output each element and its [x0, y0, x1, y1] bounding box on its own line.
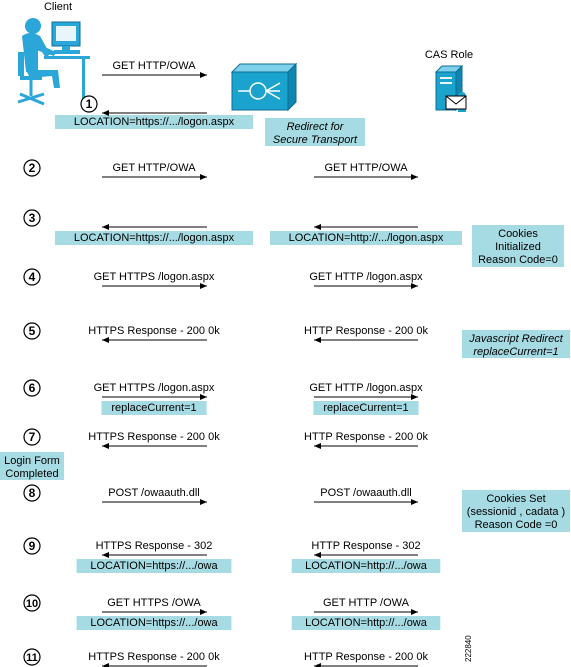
- right-message-label: GET HTTP /logon.aspx: [309, 271, 423, 283]
- left-sub-label: LOCATION=https://.../owa: [90, 617, 218, 629]
- note-line: replaceCurrent=1: [473, 346, 559, 358]
- step-number: 3: [28, 211, 36, 225]
- step-number: 10: [25, 598, 39, 610]
- note-line: Login Form: [4, 455, 60, 467]
- step-10: [24, 595, 440, 630]
- left-message-label: HTTPS Response - 200 0k: [88, 651, 220, 663]
- right-message-label: GET HTTP/OWA: [324, 162, 408, 174]
- step-number: 4: [28, 270, 36, 284]
- left-message-label: GET HTTP/OWA: [112, 60, 196, 72]
- right-sub-label: LOCATION=http://.../logon.aspx: [288, 232, 444, 244]
- left-message-label: GET HTTPS /logon.aspx: [93, 382, 215, 394]
- left-sub-label: replaceCurrent=1: [111, 402, 197, 414]
- client-computer-user-icon: [18, 18, 90, 104]
- load-balancer-device-icon: [232, 64, 296, 110]
- note-login-form-completed: [0, 452, 64, 480]
- message-steps: [24, 60, 462, 666]
- step-4: [24, 269, 423, 286]
- note-cookies-initialized: [472, 225, 564, 267]
- right-sub-label: replaceCurrent=1: [323, 402, 409, 414]
- step-6: [24, 380, 423, 415]
- right-sub-label: LOCATION=http://.../owa: [305, 617, 427, 629]
- step-11: [24, 649, 428, 666]
- right-message-label: HTTP Response - 200 0k: [304, 431, 428, 443]
- cas-role-label: CAS Role: [424, 49, 474, 61]
- note-line: Reason Code =0: [474, 519, 558, 531]
- step-number: 1: [85, 97, 93, 111]
- left-message-label: POST /owaauth.dll: [108, 487, 200, 499]
- right-message-label: GET HTTP /OWA: [323, 597, 409, 609]
- step-number: 2: [28, 161, 36, 175]
- left-sub-label: LOCATION=https://.../logon.aspx: [73, 232, 235, 244]
- note-line: Cookies Set: [486, 493, 546, 505]
- cas-server-icon: [436, 66, 466, 112]
- note-line: Reason Code=0: [478, 254, 558, 266]
- step-3: [24, 210, 462, 245]
- step-2: [24, 160, 418, 177]
- left-message-label: GET HTTPS /OWA: [107, 597, 201, 609]
- step-number: 7: [28, 430, 36, 444]
- left-sub-label: LOCATION=https://.../logon.aspx: [73, 116, 235, 128]
- right-message-label: POST /owaauth.dll: [320, 487, 412, 499]
- right-message-label: HTTP Response - 200 0k: [304, 651, 428, 663]
- note-line: Initialized: [495, 241, 541, 253]
- step-5: [24, 323, 428, 340]
- note-line: (sessionid , cadata ): [466, 506, 566, 518]
- figure-id: 222840: [464, 635, 473, 662]
- note-line: Secure Transport: [272, 134, 358, 146]
- step-8: [24, 485, 418, 502]
- note-cookies-set: [462, 490, 570, 532]
- step-7: [24, 429, 428, 446]
- step-number: 11: [26, 652, 38, 664]
- step-number: 6: [28, 381, 36, 395]
- note-javascript-redirect: [462, 330, 570, 358]
- client-label: Client: [43, 1, 73, 13]
- right-message-label: HTTP Response - 302: [311, 540, 421, 552]
- step-9: [24, 538, 440, 573]
- left-message-label: GET HTTP/OWA: [112, 162, 196, 174]
- left-message-label: HTTPS Response - 200 0k: [88, 431, 220, 443]
- right-sub-label: LOCATION=http://.../owa: [305, 560, 427, 572]
- note-line: Cookies: [498, 228, 538, 240]
- right-message-label: HTTP Response - 200 0k: [304, 325, 428, 337]
- step-number: 5: [28, 324, 36, 338]
- note-redirect-secure: [265, 118, 365, 146]
- left-message-label: HTTPS Response - 302: [95, 540, 213, 552]
- step-number: 8: [28, 486, 36, 500]
- right-message-label: GET HTTP /logon.aspx: [309, 382, 423, 394]
- left-sub-label: LOCATION=https://.../owa: [90, 560, 218, 572]
- left-message-label: GET HTTPS /logon.aspx: [93, 271, 215, 283]
- left-message-label: HTTPS Response - 200 0k: [88, 325, 220, 337]
- note-line: Completed: [5, 468, 59, 480]
- step-number: 9: [28, 539, 36, 553]
- note-line: Javascript Redirect: [469, 333, 563, 345]
- note-line: Redirect for: [286, 121, 344, 133]
